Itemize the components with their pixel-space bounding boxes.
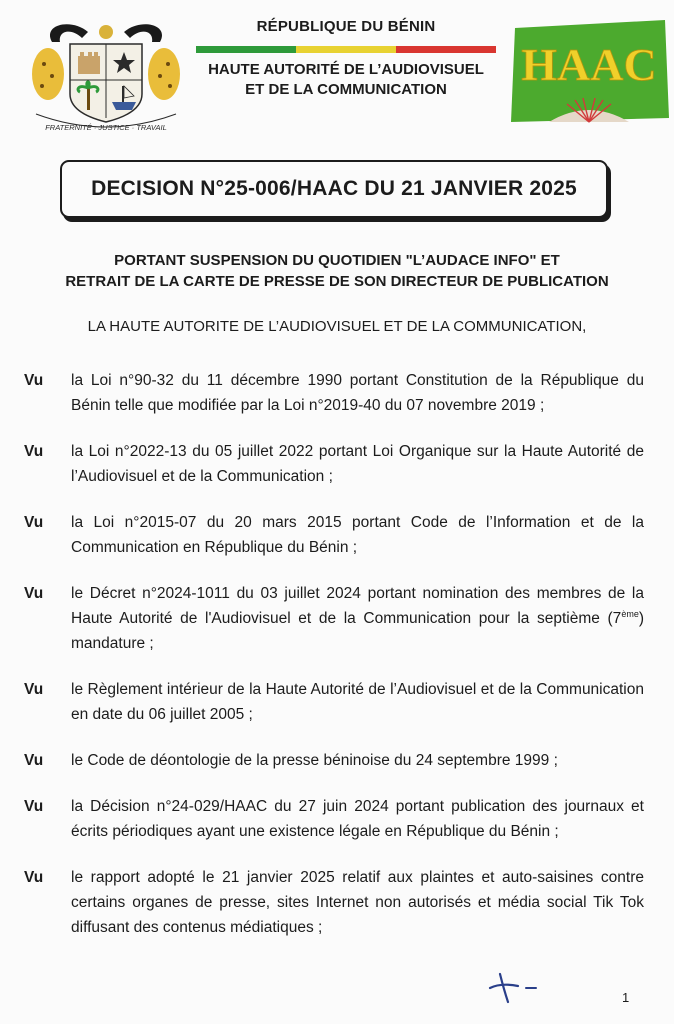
country-name: RÉPUBLIQUE DU BÉNIN — [256, 18, 436, 35]
vu-label: Vu — [24, 752, 44, 769]
consideration-text: la Décision n°24-029/HAAC du 27 juin 2024 portant publication des journaux et écrits périodiques ayant une existence légale en République du Bénin ; — [71, 798, 644, 840]
list-item — [24, 748, 644, 773]
authority-name-line2: ET DE LA COMMUNICATION — [245, 81, 447, 98]
list-item — [24, 865, 644, 940]
consideration-text: le rapport adopté le 21 janvier 2025 relatif aux plaintes et auto-saisines contre certains organes de presse, sites Internet non autorisés et média social Tik Tok diffusant des contenus médiatiques ; — [71, 869, 644, 936]
list-item — [24, 439, 644, 489]
decision-subject — [20, 250, 654, 292]
vu-label: Vu — [24, 443, 44, 460]
signature-initial — [486, 968, 546, 1008]
consideration-text: le Règlement intérieur de la Haute Autorité de l’Audiovisuel et de la Communication en date du 06 juillet 2005 ; — [71, 681, 644, 723]
vu-label: Vu — [24, 681, 44, 698]
considerations-list — [24, 368, 644, 961]
list-item — [24, 581, 644, 656]
vu-label: Vu — [24, 869, 44, 886]
flag-color-bar — [196, 46, 496, 53]
list-item — [24, 794, 644, 844]
list-item — [24, 677, 644, 727]
list-item — [24, 368, 644, 418]
vu-label: Vu — [24, 798, 44, 815]
svg-text:HAAC: HAAC — [521, 39, 657, 90]
haac-logo — [509, 18, 671, 126]
authority-heading: LA HAUTE AUTORITE DE L’AUDIOVISUEL ET DE LA COMMUNICATION, — [87, 318, 587, 335]
vu-label: Vu — [24, 372, 44, 389]
consideration-text: la Loi n°2022-13 du 05 juillet 2022 portant Loi Organique sur la Haute Autorité de l’Audiovisuel et de la Communication ; — [71, 443, 644, 485]
benin-coat-of-arms-logo — [22, 14, 190, 134]
superscript: ème — [621, 608, 639, 619]
subject-line-2: RETRAIT DE LA CARTE DE PRESSE DE SON DIRECTEUR DE PUBLICATION — [65, 273, 609, 290]
decision-title: DECISION N°25-006/HAAC DU 21 JANVIER 2025 — [91, 177, 577, 200]
authority-name-line1: HAUTE AUTORITÉ DE L’AUDIOVISUEL — [208, 61, 484, 78]
decision-title-box — [60, 160, 608, 218]
list-item — [24, 510, 644, 560]
consideration-text: le Décret n°2024-1011 du 03 juillet 2024 portant nomination des membres de la Haute Autorité de l'Audiovisuel et de la Communication pour la septième (7ème) mandature ; — [71, 585, 644, 652]
consideration-text: le Code de déontologie de la presse béninoise du 24 septembre 1999 ; — [71, 752, 558, 769]
vu-label: Vu — [24, 514, 44, 531]
header-title-block — [196, 18, 496, 100]
consideration-text: la Loi n°90-32 du 11 décembre 1990 portant Constitution de la République du Bénin telle que modifiée par la Loi n°2019-40 du 07 novembre 2019 ; — [71, 372, 644, 414]
consideration-text: la Loi n°2015-07 du 20 mars 2015 portant Code de l’Information et de la Communication en République du Bénin ; — [71, 514, 644, 556]
svg-text:FRATERNITÉ · JUSTICE · TRAVAIL: FRATERNITÉ · JUSTICE · TRAVAIL — [45, 123, 167, 132]
subject-line-1: PORTANT SUSPENSION DU QUOTIDIEN "L’AUDACE INFO" ET — [114, 252, 560, 269]
page-number: 1 — [622, 990, 630, 1005]
vu-label: Vu — [24, 585, 44, 602]
